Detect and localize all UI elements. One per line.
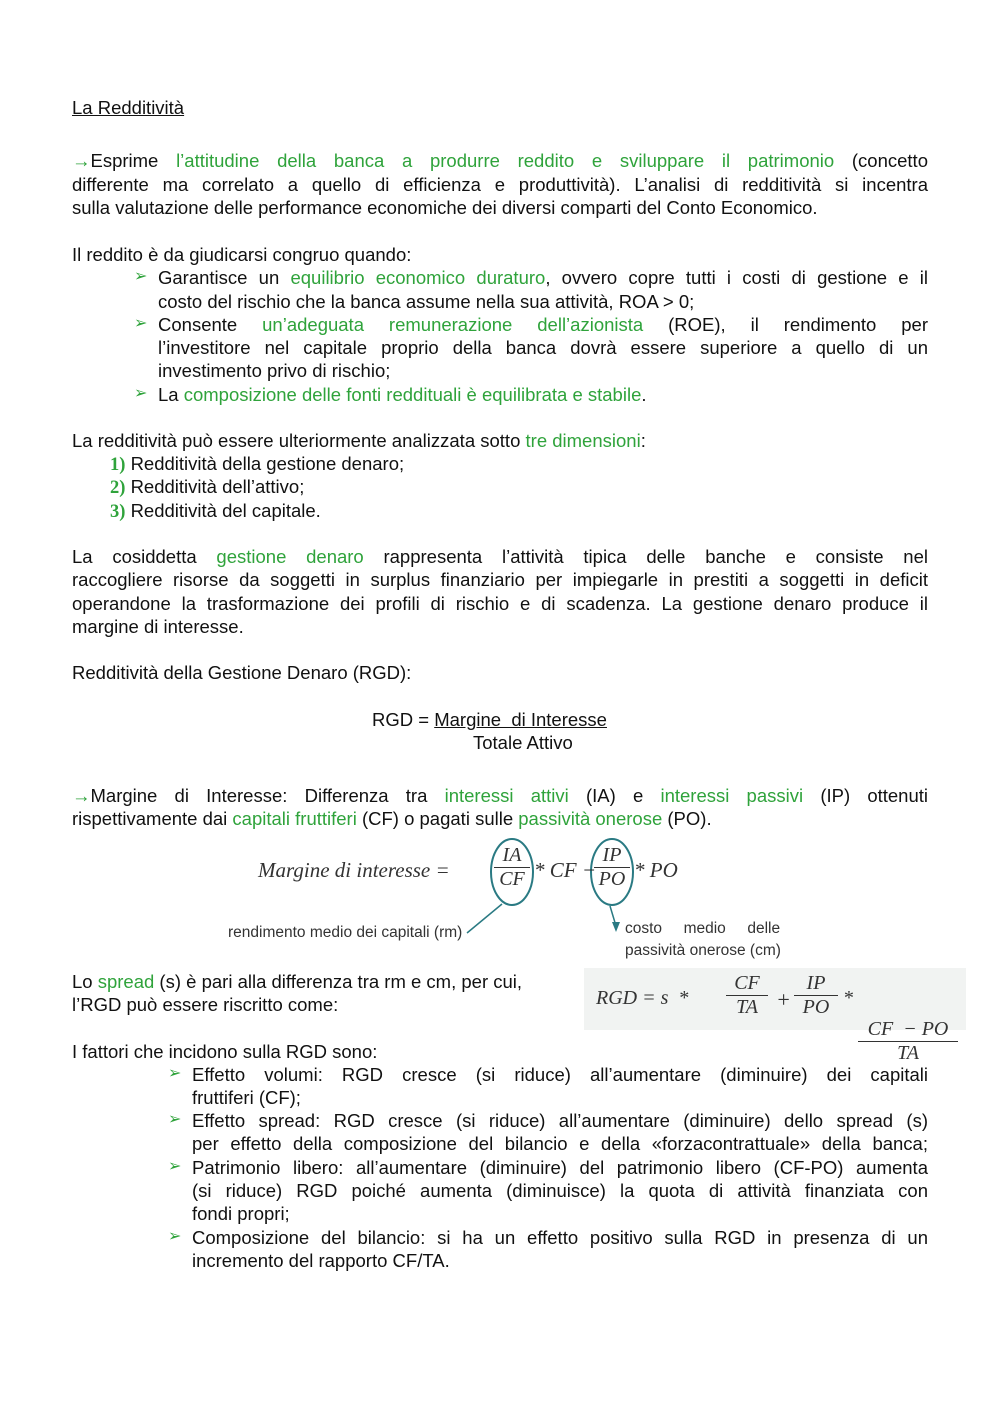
p6-line1: →Margine di Interesse: Differenza tra interessi attivi (IA) e interessi passivi (IP) ottenuti xyxy=(72,785,929,806)
section-title: La Redditività xyxy=(72,97,185,118)
formula1-note-cm-1: costo medio delle xyxy=(625,920,781,937)
formula1-end: * PO xyxy=(634,858,678,882)
list-item: 2) Redditività dell’attivo; xyxy=(110,476,305,498)
formula2-lhs: RGD = s * xyxy=(596,987,689,1009)
formula1-note-cm-2: passività onerose (cm) xyxy=(625,942,781,959)
rgd-formula-denominator: Totale Attivo xyxy=(473,732,573,753)
list-item: 1) Redditività della gestione denaro; xyxy=(110,453,405,475)
p1-line2: differente ma correlato a quello di efficienza e produttività). L’analisi di redditività si incentra xyxy=(72,174,928,195)
formula2-fraction-ip-po: IP PO xyxy=(794,972,838,1019)
p2-bullet3: La composizione delle fonti reddituali è equilibrata e stabile. xyxy=(158,384,647,405)
formula1-fraction-ia-cf: IA CF xyxy=(494,844,530,891)
bullet-icon: ➢ xyxy=(168,1111,182,1128)
p6-line2: rispettivamente dai capitali fruttiferi (CF) o pagati sulle passività onerose (PO). xyxy=(72,808,712,829)
p8-item2-line1: Effetto spread: RGD cresce (si riduce) all’aumentare (diminuire) dello spread (s) xyxy=(192,1110,928,1131)
formula1-mid: * CF − xyxy=(534,858,597,882)
p3-intro: La redditività può essere ulteriormente analizzata sotto tre dimensioni: xyxy=(72,430,646,451)
p2-bullet2-line1: Consente un’adeguata remunerazione dell’azionista (ROE), il rendimento per xyxy=(158,314,928,335)
p2-bullet1-line1: Garantisce un equilibrio economico duraturo, ovvero copre tutti i costi di gestione e il xyxy=(158,267,928,288)
p8-item3-line2: (si riduce) RGD poiché aumenta (diminuisce) la quota di attività finanziata con xyxy=(192,1180,928,1201)
p4-line1: La cosiddetta gestione denaro rappresenta l’attività tipica delle banche e consiste nel xyxy=(72,546,928,567)
formula2-fraction-cf-ta: CF TA xyxy=(726,972,768,1019)
rgd-formula-numerator: RGD = Margine di Interesse xyxy=(372,709,607,730)
p2-bullet2-line3: investimento privo di rischio; xyxy=(158,360,391,381)
p7-line1: Lo spread (s) è pari alla differenza tra rm e cm, per cui, xyxy=(72,971,523,992)
p2-bullet1-line2: costo del rischio che la banca assume nella sua attività, ROA > 0; xyxy=(158,291,695,312)
highlight: l’attitudine della banca a produrre reddito e sviluppare il patrimonio xyxy=(176,150,835,171)
bullet-icon: ➢ xyxy=(168,1065,182,1082)
p7-line2: l’RGD può essere riscritto come: xyxy=(72,994,339,1015)
p8-item2-line2: per effetto della composizione del bilancio e della «forzacontrattuale» della banca; xyxy=(192,1133,928,1154)
p1-line3: sulla valutazione delle performance economiche dei diversi comparti del Conto Economico. xyxy=(72,197,818,218)
p8-intro: I fattori che incidono sulla RGD sono: xyxy=(72,1041,378,1062)
rgd-label: Redditività della Gestione Denaro (RGD): xyxy=(72,662,412,683)
p4-line2: raccogliere risorse da soggetti in surplus finanziario per impiegarle in prestiti a soggetti in deficit xyxy=(72,569,928,590)
p8-item4-line2: incremento del rapporto CF/TA. xyxy=(192,1250,450,1271)
bullet-icon: ➢ xyxy=(134,315,148,332)
p2-intro: Il reddito è da giudicarsi congruo quando: xyxy=(72,244,412,265)
bullet-icon: ➢ xyxy=(134,268,148,285)
formula2-plus: + xyxy=(776,987,791,1012)
p4-line3: operandone la trasformazione dei profili di rischio e di scadenza. La gestione denaro produce il xyxy=(72,593,928,614)
list-item: 3) Redditività del capitale. xyxy=(110,500,321,522)
p8-item1-line1: Effetto volumi: RGD cresce (si riduce) all’aumentare (diminuire) dei capitali xyxy=(192,1064,928,1085)
arrow-icon: → xyxy=(72,150,91,171)
p2-bullet2-line2: l’investitore nel capitale proprio della banca dovrà essere superiore a quello di un xyxy=(158,337,928,358)
p8-item4-line1: Composizione del bilancio: si ha un effetto positivo sulla RGD in presenza di un xyxy=(192,1227,928,1248)
margin-formula-figure xyxy=(222,838,802,968)
rgd-spread-formula-figure xyxy=(584,968,966,1064)
arrow-icon: → xyxy=(72,785,91,806)
formula1-lhs: Margine di interesse = xyxy=(258,858,450,882)
formula2-star: * xyxy=(843,987,853,1009)
formula1-note-rm: rendimento medio dei capitali (rm) xyxy=(228,924,463,941)
formula2-fraction-cfpo-ta: CF − PO TA xyxy=(858,972,958,1111)
p8-item1-line2: fruttiferi (CF); xyxy=(192,1087,301,1108)
p8-item3-line3: fondi propri; xyxy=(192,1203,290,1224)
p4-line4: margine di interesse. xyxy=(72,616,244,637)
p8-item3-line1: Patrimonio libero: all’aumentare (diminuire) del patrimonio libero (CF-PO) aumenta xyxy=(192,1157,928,1178)
bullet-icon: ➢ xyxy=(168,1228,182,1245)
p1-line1: →Esprime l’attitudine della banca a produrre reddito e sviluppare il patrimonio (concetto xyxy=(72,150,928,171)
bullet-icon: ➢ xyxy=(134,385,148,402)
bullet-icon: ➢ xyxy=(168,1158,182,1175)
formula1-fraction-ip-po: IP PO xyxy=(594,844,630,891)
